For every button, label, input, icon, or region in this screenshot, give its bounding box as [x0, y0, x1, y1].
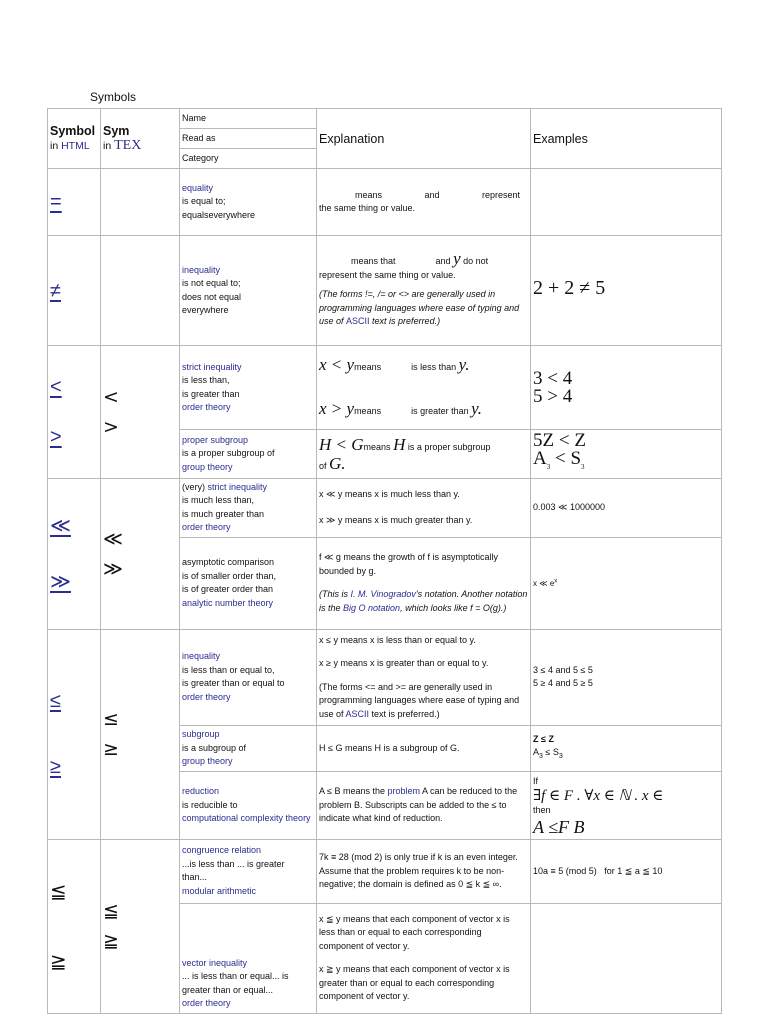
link-order-theory-4[interactable]: order theory — [182, 998, 231, 1009]
row-strict-inequality: < > < > strict inequality is less than, is greater than order theory x < ymeans is less than y. x > ymeans is greater than y. 3 < 4 5 > 4 — [48, 346, 722, 430]
row-much-less: ≪ ≫ ≪ ≫ (very) strict inequality is much less than, is much greater than order theory x ≪ y means x is much less than y. x ≫ y means x is much greater than y. 0.003 ≪ 1000000 — [48, 478, 722, 537]
link-proper-subgroup[interactable]: proper subgroup — [182, 434, 249, 445]
link-group-theory-2[interactable]: group theory — [182, 756, 233, 767]
header-sym: Sym in TEX — [101, 109, 180, 169]
row-vector-inequality: vector inequality ... is less than or equal... is greater than or equal... order theory x ≦ y means that each component of vector x is less than or equal to each corresponding component of vector y. x ≧ y means that each component of vector x is greater than or equal to each corresponding component of vector y. — [48, 903, 722, 1013]
link-analytic-number-theory[interactable]: analytic number theory — [182, 597, 274, 608]
header-symbol: Symbol in HTML — [48, 109, 101, 169]
row-proper-subgroup: proper subgroup is a proper subgroup of group theory H < Gmeans H is a proper subgroup of G. 5Z < Z $A_3 < S_3$ — [48, 430, 722, 479]
symbol-greater-equal[interactable]: ≥ — [50, 756, 61, 779]
link-group-theory[interactable]: group theory — [182, 461, 233, 472]
link-vinogradov[interactable]: I. M. Vinogradov — [350, 589, 416, 600]
html-link[interactable]: HTML — [61, 140, 90, 153]
link-computational-complexity[interactable]: computational complexity theory — [182, 813, 311, 824]
row-less-equal: ≤ ≥ ≤ ≥ inequality is less than or equal to, is greater than or equal to order theory x ≤ y means x is less than or equal to y. x ≥ y means x is greater than or equal to y. (The forms <= and >= are generally used in programming languages where ease of typing and use of ASCII text is preferred.) 3 ≤ 4 and 5 ≤ 5 5 ≥ 4 and 5 ≥ 5 — [48, 629, 722, 725]
tex-link[interactable]: TEX — [114, 138, 142, 154]
row-equality: = equality is equal to; equalseverywhere means and represent the same thing or value. — [48, 169, 722, 236]
header-row — [48, 109, 722, 129]
link-order-theory-2[interactable]: order theory — [182, 522, 231, 533]
link-strict-inequality[interactable]: strict inequality — [182, 361, 242, 372]
symbol-not-equal[interactable]: ≠ — [50, 279, 61, 302]
link-subgroup[interactable]: subgroup — [182, 729, 220, 740]
link-inequality[interactable]: inequality — [182, 264, 221, 275]
symbol-much-less[interactable]: ≪ — [50, 514, 71, 537]
page-heading: Symbols — [90, 90, 137, 104]
link-ascii-2[interactable]: ASCII — [345, 708, 370, 719]
link-order-theory[interactable]: order theory — [182, 402, 231, 412]
example-not-equal: 2 + 2 ≠ 5 — [533, 277, 606, 300]
link-inequality-2[interactable]: inequality — [182, 651, 221, 662]
link-modular-arithmetic[interactable]: modular arithmetic — [182, 885, 257, 896]
symbol-less-than[interactable]: < — [50, 375, 62, 398]
header-read-as: Read as — [180, 129, 317, 149]
header-name: Name — [180, 109, 317, 129]
symbol-less-equal[interactable]: ≤ — [50, 690, 61, 713]
row-subgroup: subgroup is a subgroup of group theory H ≤ G means H is a subgroup of G. Z ≤ Z $A_3 \le S_3$ — [48, 725, 722, 771]
header-explanation: Explanation — [317, 109, 531, 169]
link-order-theory-3[interactable]: order theory — [182, 691, 231, 702]
header-examples: Examples — [531, 109, 722, 169]
tex-greater-than: > — [103, 415, 119, 438]
link-big-o[interactable]: Big O notation — [343, 602, 401, 613]
link-problem[interactable]: problem — [387, 786, 420, 797]
link-congruence[interactable]: congruence relation — [182, 845, 262, 856]
link-strict-inequality-2[interactable]: strict inequality — [207, 481, 268, 492]
symbol-much-greater[interactable]: ≫ — [50, 570, 71, 593]
row-reduction: reduction is reducible to computational complexity theory A ≤ B means the problem A can be reduced to the problem B. Subscripts can be added to the ≤ to indicate what kind of reduction. If ∃f ∈ F . ∀x ∈ ℕ . x ∈ then A ≤F B — [48, 771, 722, 839]
row-congruence: ≦ ≧ ≦ ≧ congruence relation ...is less than ... is greater than... modular arithmetic 7k ≡ 28 (mod 2) is only true if k is an even integer. Assume that the problem requires k to be non-negative; the domain is defined as 0 ≦ k ≦ ∞. 10a ≡ 5 (mod 5) for 1 ≦ a ≦ 10 — [48, 839, 722, 903]
symbol-equals[interactable]: = — [50, 191, 62, 213]
link-reduction[interactable]: reduction — [182, 786, 220, 797]
link-ascii[interactable]: ASCII — [346, 316, 370, 327]
row-inequality: ≠ inequality is not equal to; does not equal everywhere means that and y do not represent the same thing or value. (The forms !=, /= or <> are generally used in programming languages where ease of typing and use of ASCII text is preferred.) 2 + 2 ≠ 5 — [48, 236, 722, 346]
tex-less-than: < — [103, 385, 119, 408]
symbol-greater-than[interactable]: > — [50, 425, 62, 448]
row-asymptotic: asymptotic comparison is of smaller order than, is of greater order than analytic number theory f ≪ g means the growth of f is asymptotically bounded by g. (This is I. M. Vinogradov's notation. Another notation is the Big O notation, which looks like f = O(g).) x ≪ $e^x$ — [48, 537, 722, 629]
symbols-table — [47, 108, 722, 1014]
header-category: Category — [180, 149, 317, 169]
link-equality[interactable]: equality — [182, 182, 214, 193]
link-vector-inequality[interactable]: vector inequality — [182, 957, 248, 968]
